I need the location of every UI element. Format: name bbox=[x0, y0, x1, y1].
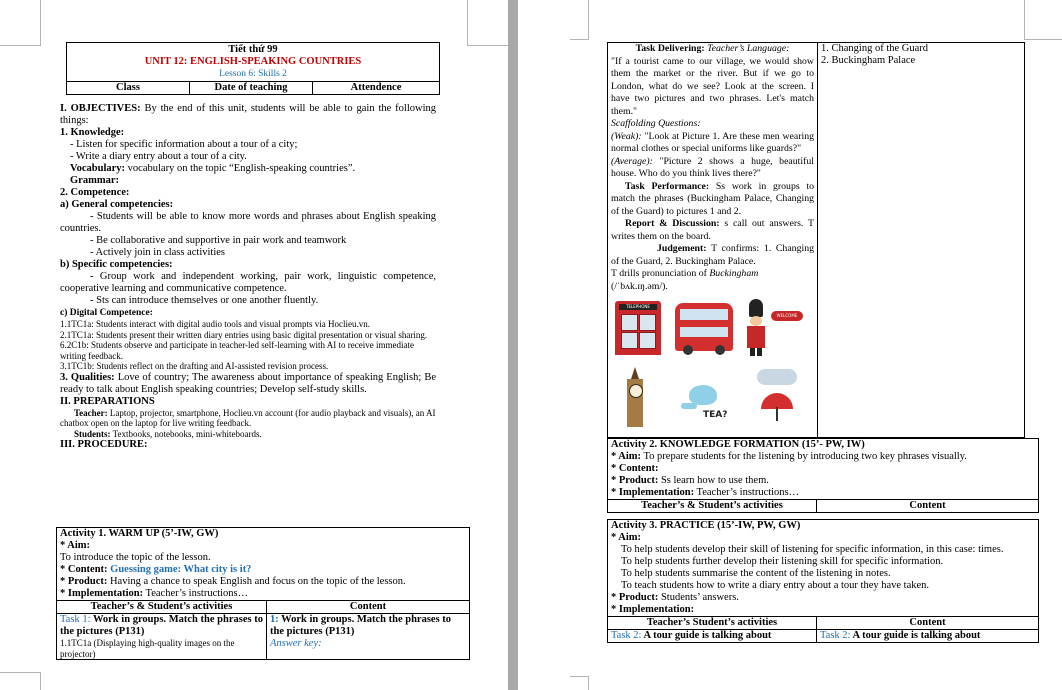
answer-1: 1. Changing of the Guard bbox=[821, 43, 929, 54]
vocabulary-heading: Vocabulary: bbox=[70, 163, 126, 174]
aim-item: To teach students how to write a diary entry about a tour they have taken. bbox=[621, 580, 930, 591]
digital-competence-item: 3.1TC1b: Students reflect on the drafting and AI-assisted revision process. bbox=[60, 361, 329, 371]
teacher-language-label: Teacher’s Language: bbox=[704, 43, 790, 54]
activity3-title: Activity 3. PRACTICE (15’-IW, PW, GW) bbox=[611, 520, 801, 531]
task2-text: A tour guide is talking about bbox=[641, 630, 772, 641]
crop-mark bbox=[570, 676, 589, 677]
preparations-heading: II. PREPARATIONS bbox=[60, 395, 155, 407]
aim-item: To help students summarise the content of the listening in notes. bbox=[621, 568, 891, 579]
vocabulary-text: vocabulary on the topic “English-speaking countries”. bbox=[125, 163, 356, 174]
product-text: Ss learn how to use them. bbox=[658, 475, 769, 486]
aim-item: To help students develop their skill of listening for specific information, in this case: times. bbox=[621, 544, 1004, 555]
knowledge-item: - Write a diary entry about a tour of a city. bbox=[70, 151, 247, 162]
crop-mark bbox=[1024, 39, 1062, 40]
lesson-header-table bbox=[66, 42, 440, 95]
specific-competency-item: - Group work and independent working, pair work, linguistic competence, cooperative learning and communicative competence. bbox=[60, 271, 436, 294]
task-delivering-heading: Task Delivering: bbox=[635, 43, 705, 54]
crop-mark bbox=[588, 676, 589, 690]
col-date: Date of teaching bbox=[190, 82, 313, 95]
teacher-quote: "If a tourist came to our village, we would show them the market or the river. But if we go to London, what do we see? Look at the screen. I have two pictures and two phrases. Let's match them." bbox=[611, 55, 814, 117]
report-text: s call out answers. T writes them on the board. bbox=[611, 218, 814, 242]
students-prep-heading: Students: bbox=[74, 428, 111, 439]
aim-text: To prepare students for the listening by introducing two key phrases visually. bbox=[641, 451, 967, 462]
digital-competence-item: 1.1TC1a: Students interact with digital audio tools and visual prompts via Hoclieu.vn. bbox=[60, 319, 370, 329]
specific-competency-item: - Sts can introduce themselves or one another fluently. bbox=[90, 295, 319, 306]
royal-guard-icon bbox=[745, 299, 805, 357]
competence-heading: 2. Competence: bbox=[60, 187, 130, 198]
telephone-sign: TELEPHONE bbox=[619, 304, 657, 310]
col-content: Content bbox=[817, 617, 1039, 630]
col-class: Class bbox=[67, 82, 190, 95]
crop-mark bbox=[40, 0, 41, 46]
implementation-heading: * Implementation: bbox=[60, 588, 144, 599]
implementation-text: Teacher’s instructions… bbox=[143, 588, 249, 599]
implementation-text: Teacher’s instructions… bbox=[694, 487, 800, 498]
task1-content-label: 1: bbox=[270, 614, 279, 625]
weak-label: (Weak): bbox=[611, 130, 642, 142]
general-competency-item: - Be collaborative and supportive in pair work and teamwork bbox=[90, 235, 347, 246]
period-number: Tiết thứ 99 bbox=[228, 44, 278, 55]
umbrella-rain-icon bbox=[751, 369, 803, 425]
task1-content-text: Work in groups. Match the phrases to the pictures (P131) bbox=[270, 614, 452, 637]
aim-text: To introduce the topic of the lesson. bbox=[60, 552, 211, 563]
scaffolding-heading: Scaffolding Questions: bbox=[611, 118, 701, 129]
teacher-prep-text: Laptop, projector, smartphone, Hoclieu.vn account (for audio playback and visuals), an AI chatbox open on the laptop for live writing feedback. bbox=[60, 407, 436, 428]
col-attendance: Attendence bbox=[313, 82, 440, 95]
drills-word: Buckingham bbox=[709, 268, 759, 279]
crop-mark bbox=[0, 672, 40, 673]
activity2-title: Activity 2. KNOWLEDGE FORMATION (15’- PW, IW) bbox=[611, 439, 865, 450]
col-activities: Teacher’s & Student’s activities bbox=[608, 500, 817, 513]
aim-heading: * Aim: bbox=[611, 451, 642, 462]
col-activities: Teacher’s & Student’s activities bbox=[57, 601, 267, 614]
crop-mark bbox=[467, 0, 468, 46]
telephone-box-icon bbox=[615, 301, 661, 355]
product-text: Having a chance to speak English and focus on the topic of the lesson. bbox=[107, 576, 406, 587]
average-question: "Picture 2 shows a huge, beautiful house. Who do you think lives there?" bbox=[611, 155, 814, 179]
task1-continued-table bbox=[607, 42, 1025, 438]
content-heading: * Content: bbox=[60, 564, 108, 575]
task-performance-heading: Task Performance: bbox=[625, 180, 710, 192]
average-label: (Average): bbox=[611, 155, 653, 167]
digital-competence-item: 2.1TC1a: Students present their written diary entries using basic digital presentation or visual sharing. bbox=[60, 329, 428, 340]
task2-content-text: A tour guide is talking about bbox=[850, 630, 981, 641]
knowledge-heading: 1. Knowledge: bbox=[60, 127, 125, 138]
implementation-heading: * Implementation: bbox=[611, 487, 695, 498]
task2-content-label: Task 2: bbox=[820, 630, 851, 641]
teacher-prep-heading: Teacher: bbox=[74, 407, 108, 418]
crop-mark bbox=[40, 672, 41, 690]
drills-text: T drills pronunciation of bbox=[611, 268, 710, 279]
product-heading: * Product: bbox=[611, 475, 659, 486]
knowledge-item: - Listen for specific information about a tour of a city; bbox=[70, 139, 298, 150]
crop-mark bbox=[1024, 0, 1025, 40]
aim-heading: * Aim: bbox=[60, 540, 91, 551]
col-content: Content bbox=[817, 500, 1039, 513]
welcome-speech-bubble: WELCOME bbox=[771, 311, 803, 321]
crop-mark bbox=[0, 45, 40, 46]
qualities-heading: 3. Qualities: bbox=[60, 371, 115, 383]
digital-competence-item: 6.2C1b: Students observe and participate in teacher-led self-learning with AI to receive immediate writing feedback. bbox=[60, 340, 414, 361]
activity1-table bbox=[56, 527, 470, 660]
product-heading: * Product: bbox=[60, 576, 108, 587]
task1-note: 1.1TC1a (Displaying high-quality images on the projector) bbox=[60, 638, 235, 659]
activity2-table bbox=[607, 438, 1039, 513]
answer-2: 2. Buckingham Palace bbox=[821, 55, 916, 66]
digital-competence-heading: c) Digital Competence: bbox=[60, 308, 153, 318]
big-ben-icon bbox=[623, 367, 647, 427]
teapot-icon bbox=[681, 381, 727, 427]
objectives-heading: I. OBJECTIVES: bbox=[60, 103, 141, 114]
content-heading: * Content: bbox=[611, 463, 659, 474]
tea-label: TEA? bbox=[703, 410, 728, 420]
task1-label: Task 1: bbox=[60, 614, 91, 625]
crop-mark bbox=[588, 0, 589, 40]
crop-mark bbox=[467, 45, 508, 46]
product-heading: * Product: bbox=[611, 592, 659, 603]
judgement-text: T confirms: 1. Changing of the Guard, 2. Buckingham Palace. bbox=[611, 243, 814, 267]
specific-competencies-heading: b) Specific competencies: bbox=[60, 259, 173, 270]
answer-key-label: Answer key: bbox=[270, 638, 322, 649]
aim-heading: * Aim: bbox=[611, 532, 642, 543]
col-activities: Teacher’s Student’s activities bbox=[608, 617, 817, 630]
weak-question: "Look at Picture 1. Are these men wearing normal clothes or special uniforms like guards?" bbox=[611, 130, 814, 154]
activity1-title: Activity 1. WARM UP (5’-IW, GW) bbox=[60, 528, 219, 539]
task1-text: Work in groups. Match the phrases to the pictures (P131) bbox=[60, 614, 263, 637]
picture-grid bbox=[611, 297, 814, 429]
ipa-transcription: (/ˈbʌk.ɪŋ.əm/). bbox=[611, 280, 668, 292]
activity3-table bbox=[607, 519, 1039, 643]
general-competencies-heading: a) General competencies: bbox=[60, 199, 174, 210]
col-content: Content bbox=[267, 601, 470, 614]
procedure-heading: III. PROCEDURE: bbox=[60, 439, 148, 450]
qualities-text: Love of country; The awareness about importance of speaking English; Be ready to talk about English speaking countries; Develop self-study skills. bbox=[60, 371, 436, 395]
task2-label: Task 2: bbox=[611, 630, 642, 641]
judgement-heading: Judgement: bbox=[657, 243, 707, 254]
product-text: Students’ answers. bbox=[658, 592, 739, 603]
general-competency-item: - Actively join in class activities bbox=[90, 247, 226, 258]
report-heading: Report & Discussion: bbox=[625, 218, 720, 229]
crop-mark bbox=[570, 39, 589, 40]
document-page-1 bbox=[0, 0, 508, 690]
unit-title: UNIT 12: ENGLISH-SPEAKING COUNTRIES bbox=[144, 56, 362, 67]
task-performance-text: Ss work in groups to match the phrases (Buckingham Palace, Changing of the Guard) to pictures 1 and 2. bbox=[611, 180, 814, 217]
double-decker-bus-icon bbox=[675, 303, 733, 351]
general-competency-item: - Students will be able to know more words and phrases about English speaking countries. bbox=[60, 211, 436, 234]
students-prep-text: Textbooks, notebooks, mini-whiteboards. bbox=[110, 428, 262, 439]
grammar-heading: Grammar: bbox=[70, 175, 119, 186]
document-page-2 bbox=[518, 0, 1062, 690]
objectives-intro: By the end of this unit, students will be able to gain the following things: bbox=[60, 103, 437, 126]
content-text: Guessing game: What city is it? bbox=[107, 564, 252, 575]
lesson-title: Lesson 6: Skills 2 bbox=[219, 69, 287, 79]
objectives-section bbox=[60, 103, 436, 451]
aim-item: To help students further develop their listening skill for specific information. bbox=[621, 556, 944, 567]
implementation-heading: * Implementation: bbox=[611, 604, 695, 615]
